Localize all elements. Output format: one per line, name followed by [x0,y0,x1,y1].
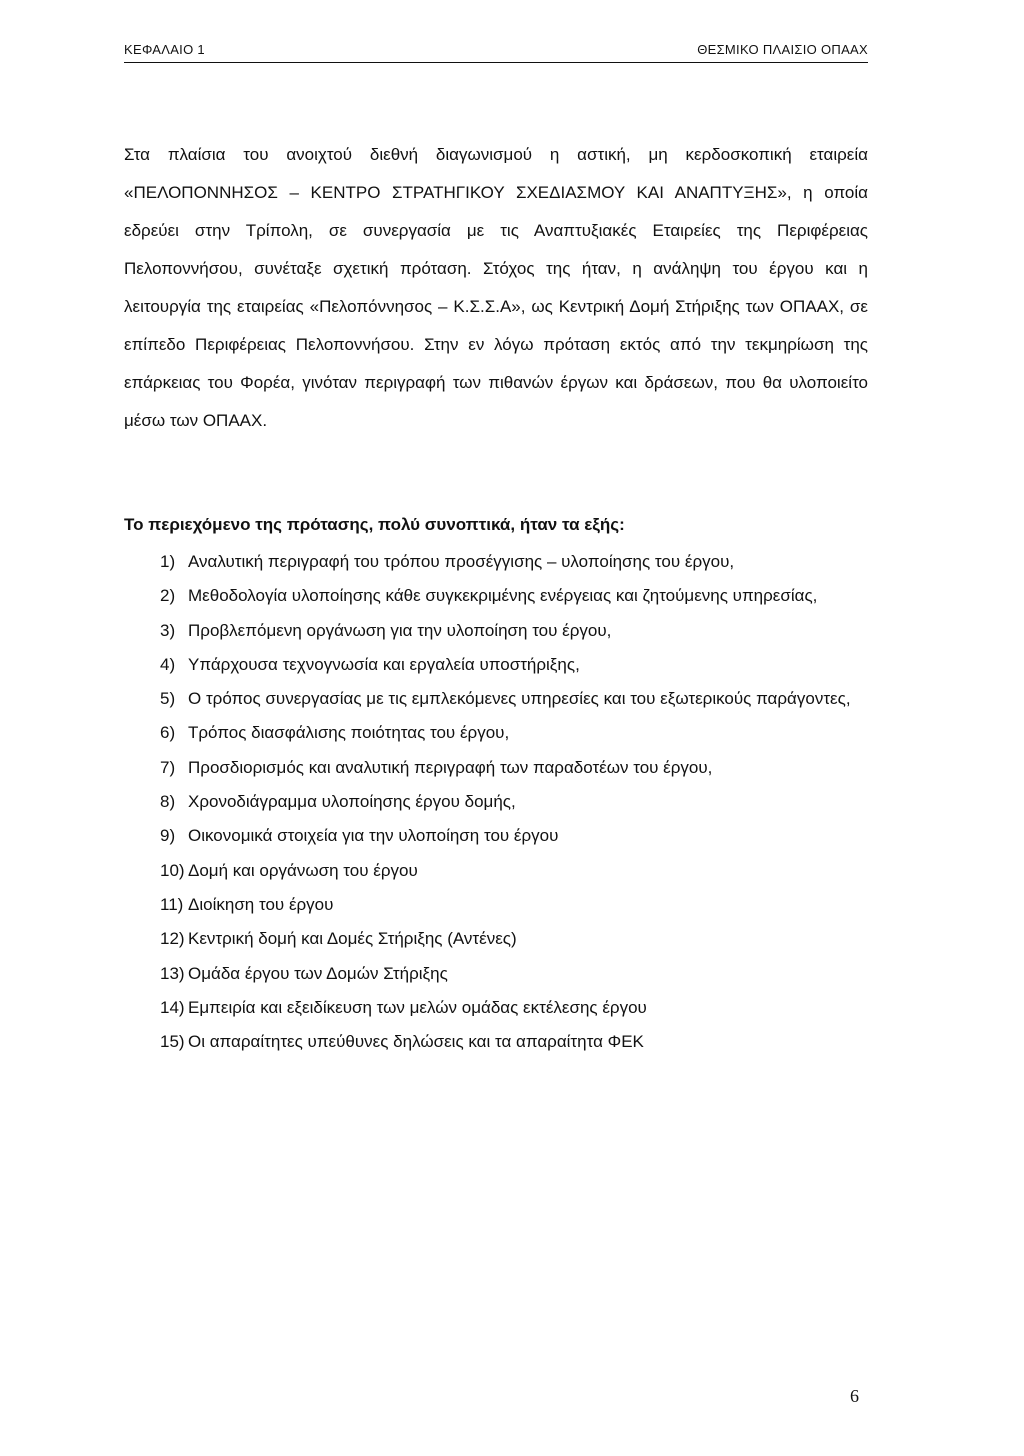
list-item [160,785,868,819]
list-item [160,545,868,579]
list-item [160,854,868,888]
list-item-number: 1) [160,552,176,571]
list-item [160,819,868,853]
list-item [160,991,868,1025]
list-heading: Το περιεχόμενο της πρότασης, πολύ συνοπτικά, ήταν τα εξής: [124,515,625,534]
list-item [160,922,868,956]
list-item-number: 2) [160,586,176,606]
list-item-number: 11) [160,894,184,914]
list-item-text: Αναλυτική περιγραφή του τρόπου προσέγγισης – υλοποίησης του έργου, [188,552,735,571]
list-item-text: Εμπειρία και εξειδίκευση των μελών ομάδας εκτέλεσης έργου [188,997,647,1017]
list-item-number: 8) [160,792,176,812]
list-item-text: Χρονοδιάγραμμα υλοποίησης έργου δομής, [188,792,516,812]
list-item-text: Δομή και οργάνωση του έργου [188,860,418,880]
page-number: 6 [850,1386,859,1406]
chapter-label: ΚΕΦΑΛΑΙΟ 1 [124,42,205,57]
list-item-text: Υπάρχουσα τεχνογνωσία και εργαλεία υποστήριξης, [188,654,580,674]
list-item-number: 10) [160,860,185,880]
list-item [160,648,868,682]
list-item [160,751,868,785]
page-header [124,40,868,63]
list-item-text: Οι απαραίτητες υπεύθυνες δηλώσεις και τα απαραίτητα ΦΕΚ [188,1032,644,1052]
list-item-text: Διοίκηση του έργου [188,894,334,914]
list-item-text: Μεθοδολογία υλοποίησης κάθε συγκεκριμένης ενέργειας και ζητούμενης υπηρεσίας, [188,586,818,606]
list-item-number: 7) [160,757,176,777]
list-item-text: Κεντρική δομή και Δομές Στήριξης (Αντένες) [188,929,517,949]
list-item-number: 9) [160,826,176,846]
list-item-number: 13) [160,963,185,983]
list-item [160,614,868,648]
proposal-contents-list [160,545,868,1059]
list-item-text: Ο τρόπος συνεργασίας με τις εμπλεκόμενες υπηρεσίες και του εξωτερικούς παράγοντες, [188,689,851,709]
list-item [160,682,868,716]
list-item-number: 12) [160,929,185,949]
list-item-text: Ομάδα έργου των Δομών Στήριξης [188,963,448,983]
list-item [160,579,868,613]
list-item [160,888,868,922]
list-item-number: 3) [160,620,176,640]
list-item-text: Προσδιορισμός και αναλυτική περιγραφή των παραδοτέων του έργου, [188,757,713,777]
list-item-number: 6) [160,723,176,743]
list-item [160,957,868,991]
section-title: ΘΕΣΜΙΚΟ ΠΛΑΙΣΙΟ ΟΠΑΑΧ [697,42,868,57]
list-item-number: 14) [160,997,185,1017]
list-item-number: 4) [160,654,176,674]
list-item [160,716,868,750]
list-item-number: 15) [160,1032,185,1052]
intro-paragraph: Στα πλαίσια του ανοιχτού διεθνή διαγωνισμού η αστική, μη κερδοσκοπική εταιρεία «ΠΕΛΟΠΟΝΝΗΣΟΣ – ΚΕΝΤΡΟ ΣΤΡΑΤΗΓΙΚΟΥ ΣΧΕΔΙΑΣΜΟΥ ΚΑΙ ΑΝΑΠΤΥΞΗΣ», η οποία εδρεύει στην Τρίπολη, σε συνεργασία με τις Αναπτυξιακές Εταιρείες της Περιφέρειας Πελοποννήσου, συνέταξε σχετική πρόταση. Στόχος της ήταν, η ανάληψη του έργου και η λειτουργία της εταιρείας «Πελοπόννησος – Κ.Σ.Σ.Α», ως Κεντρική Δομή Στήριξης των ΟΠΑΑΧ, σε επίπεδο Περιφέρειας Πελοποννήσου. Στην εν λόγω πρόταση εκτός από την τεκμηρίωση της επάρκειας του Φορέα, γινόταν περιγραφή των πιθανών έργων και δράσεων, που θα υλοποιείτο μέσω των ΟΠΑΑΧ. [124,145,868,430]
list-item-text: Οικονομικά στοιχεία για την υλοποίηση του έργου [188,826,559,846]
list-item [160,1025,868,1059]
list-item-text: Τρόπος διασφάλισης ποιότητας του έργου, [188,723,510,743]
list-item-number: 5) [160,689,176,709]
list-item-text: Προβλεπόμενη οργάνωση για την υλοποίηση του έργου, [188,620,612,640]
